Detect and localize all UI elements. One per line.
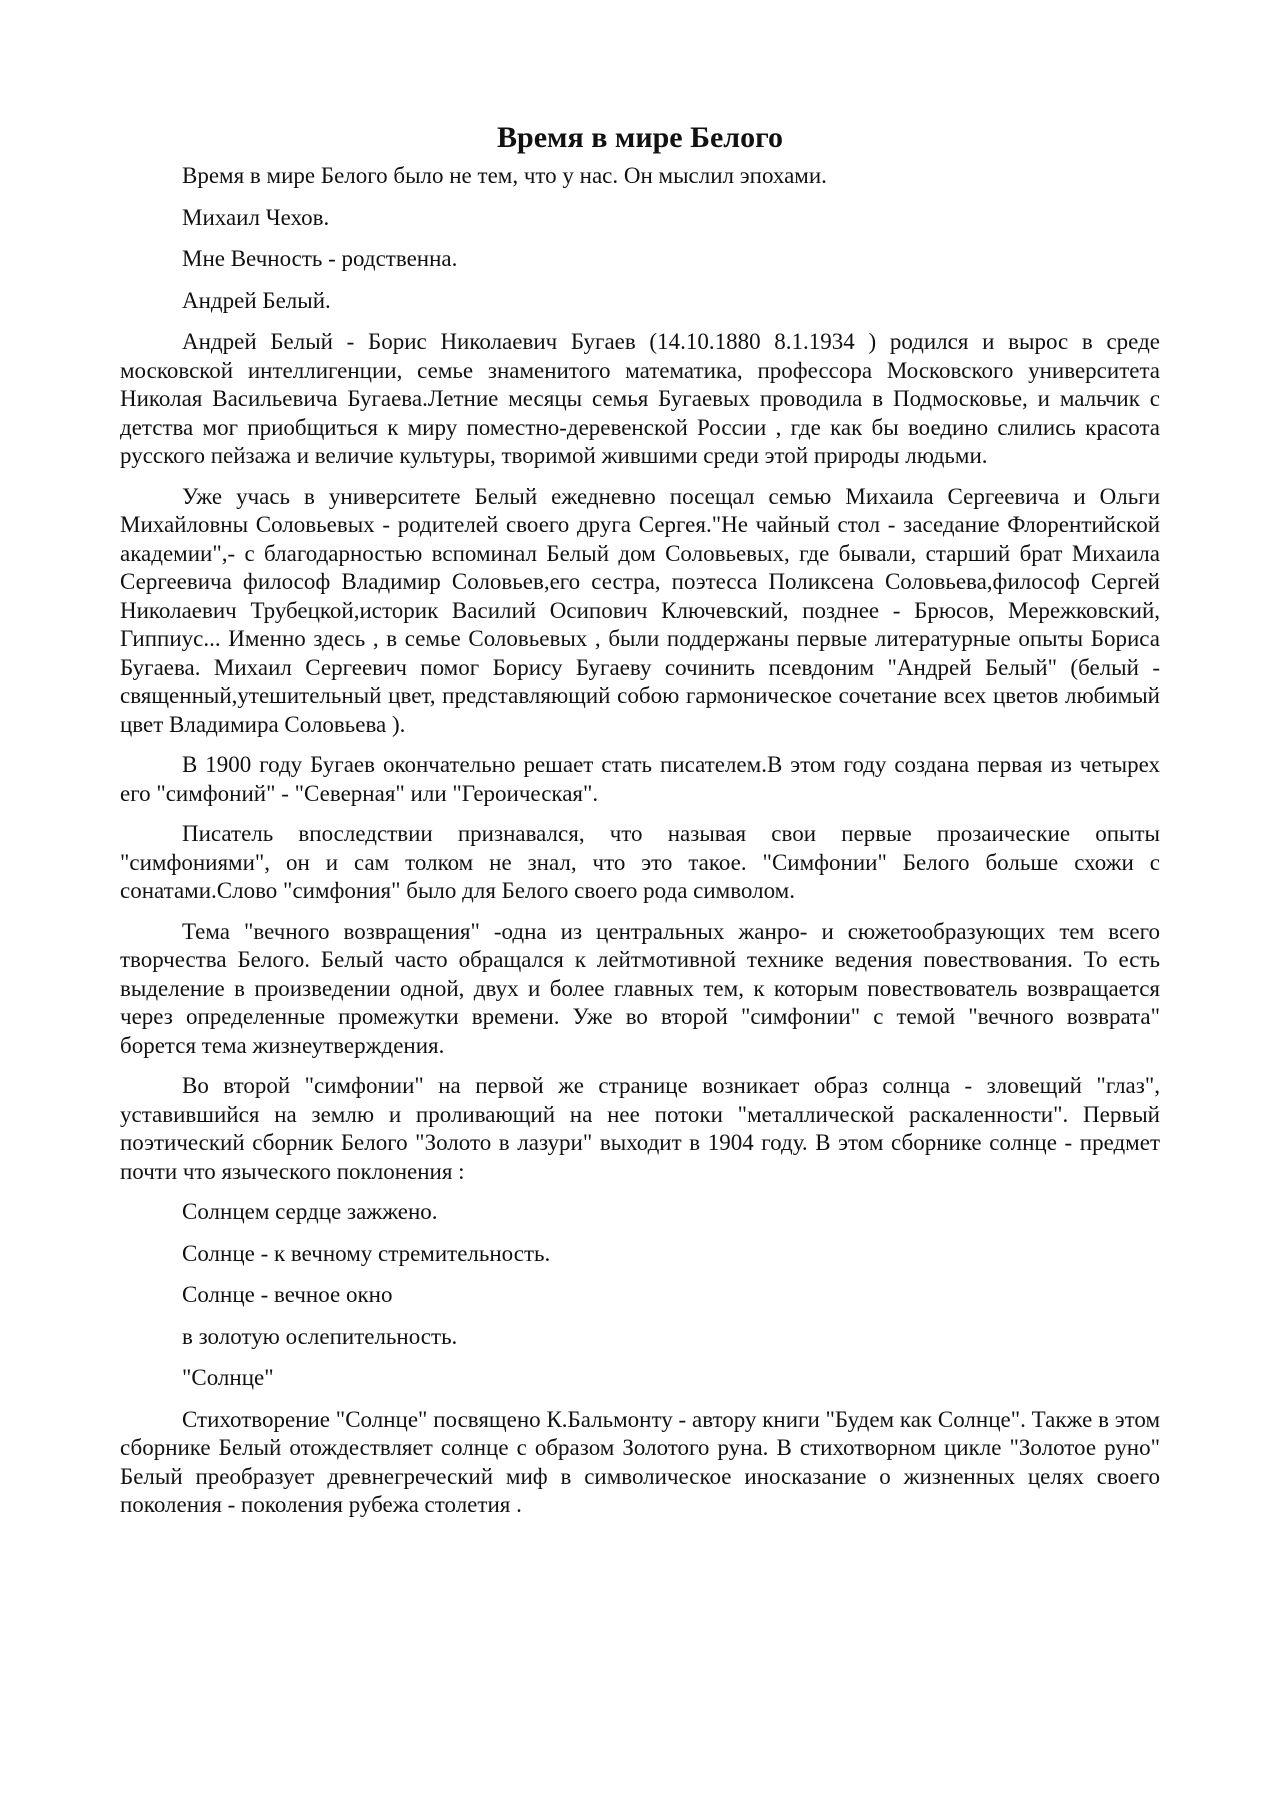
epigraph-line: Время в мире Белого было не тем, что у нас. Он мыслил эпохами.: [182, 163, 827, 188]
document-page: [120, 120, 1160, 1532]
paragraph: Во второй "симфонии" на первой же странице возникает образ солнца - зловещий "глаз", уставившийся на землю и проливающий на нее потоки "металлической раскаленности". Первый поэтический сборник Белого "Золото в лазури" выходит в 1904 году. В этом сборнике солнце - предмет почти что языческого поклонения :: [120, 1073, 1160, 1184]
paragraph: Уже учась в университете Белый ежедневно посещал семью Михаила Сергеевича и Ольги Михайловны Соловьевых - родителей своего друга Сергея."Не чайный стол - заседание Флорентийской академии",- с благодарностью вспоминал Белый дом Соловьевых, где бывали, старший брат Михаила Сергеевича философ Владимир Соловьев,его сестра, поэтесса Поликсена Соловьева,философ Сергей Николаевич Трубецкой,историк Василий Осипович Ключевский, позднее - Брюсов, Мережковский, Гиппиус... Именно здесь , в семье Соловьевых , были поддержаны первые литературные опыты Бориса Бугаева. Михаил Сергеевич помог Борису Бугаеву сочинить псевдоним "Андрей Белый" (белый - священный,утешительный цвет, представляющий собою гармоническое сочетание всех цветов любимый цвет Владимира Соловьева ).: [120, 483, 1160, 737]
poem-line: в золотую ослепительность.: [182, 1323, 458, 1349]
epigraph-author: Михаил Чехов.: [182, 204, 330, 230]
paragraph: Писатель впоследствии признавался, что называя свои первые прозаические опыты "симфониями", он и сам толком не знал, что это такое. "Симфонии" Белого больше схожи с сонатами.Слово "симфония" было для Белого своего рода символом.: [120, 821, 1160, 903]
paragraph: Тема "вечного возвращения" -одна из центральных жанро- и сюжетообразующих тем всего творчества Белого. Белый часто обращался к лейтмотивной технике ведения повествования. То есть выделение в произведении одной, двух и более главных тем, к которым повествователь возвращается через определенные промежутки времени. Уже во второй "симфонии" с темой "вечного возврата" борется тема жизнеутверждения.: [120, 918, 1160, 1058]
closing-paragraph: Стихотворение "Солнце" посвящено К.Бальмонту - автору книги "Будем как Солнце". Также в этом сборнике Белый отождествляет солнце с образом Золотого руна. В стихотворном цикле "Золотое руно" Белый преобразует древнегреческий миф в символическое иносказание о жизненных целях своего поколения - поколения рубежа столетия .: [120, 1406, 1160, 1517]
epigraph-line: Мне Вечность - родственна.: [182, 246, 458, 271]
paragraph: Андрей Белый - Борис Николаевич Бугаев (14.10.1880 8.1.1934 ) родился и вырос в среде московской интеллигенции, семье знаменитого математика, профессора Московского университета Николая Васильевича Бугаева.Летние месяцы семья Бугаевых проводила в Подмосковье, и мальчик с детства мог приобщиться к миру поместно-деревенской России , где как бы воедино слились красота русского пейзажа и величие культуры, творимой жившими среди этой природы людьми.: [120, 329, 1160, 468]
poem-title: "Солнце": [182, 1365, 274, 1390]
epigraph-author: Андрей Белый.: [182, 287, 331, 313]
poem-line: Солнце - вечное окно: [182, 1282, 393, 1307]
document-title: Время в мире Белого: [497, 121, 783, 154]
poem-line: Солнце - к вечному стремительность.: [182, 1240, 551, 1266]
poem-line: Солнцем сердце зажжено.: [182, 1199, 438, 1224]
paragraph: В 1900 году Бугаев окончательно решает стать писателем.В этом году создана первая из четырех его "симфоний" - "Северная" или "Героическая".: [120, 752, 1160, 806]
